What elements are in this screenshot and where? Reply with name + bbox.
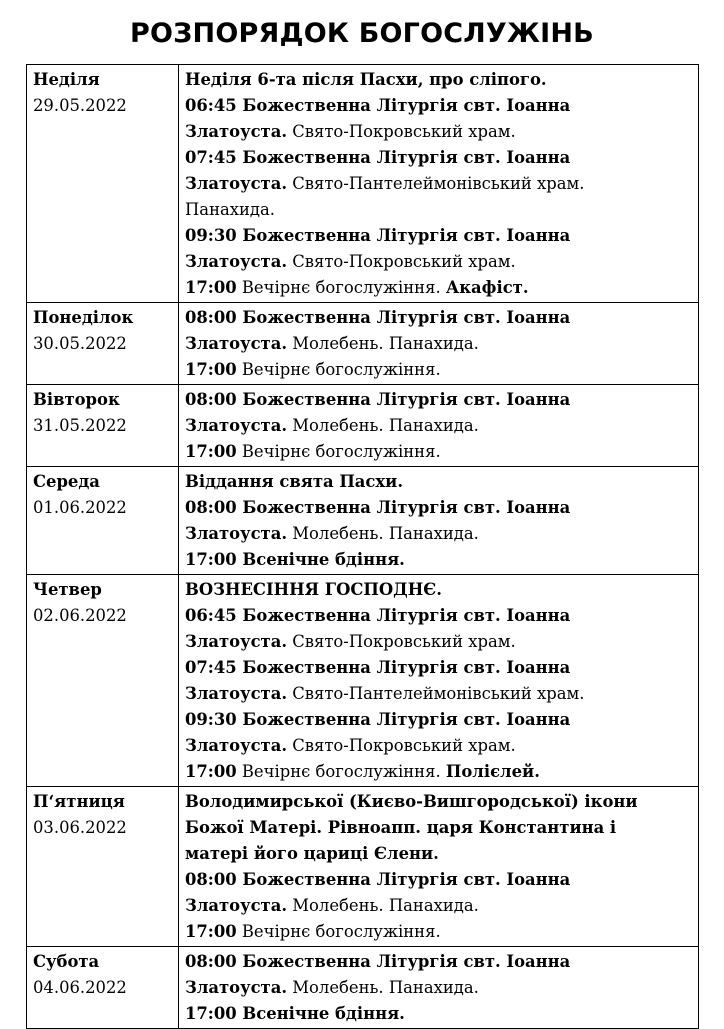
- event-text: Молебень. Панахида.: [287, 416, 479, 435]
- day-date: 04.06.2022: [33, 978, 127, 997]
- day-name: Субота: [33, 952, 100, 971]
- day-date: 01.06.2022: [33, 498, 127, 517]
- event-line: [185, 1001, 692, 1027]
- events-cell: [179, 303, 699, 385]
- event-line: [185, 249, 692, 275]
- event-line: [185, 841, 692, 867]
- event-text: Молебень. Панахида.: [287, 896, 479, 915]
- event-line: [185, 789, 692, 815]
- event-line: [185, 413, 692, 439]
- event-text: Вечірнє богослужіння.: [236, 278, 446, 297]
- event-text: Неділя 6-та після Пасхи, про сліпого.: [185, 70, 547, 89]
- event-text: матері його цариці Єлени.: [185, 844, 439, 863]
- event-text: Златоуста.: [185, 632, 288, 651]
- event-text: Акафіст.: [445, 278, 529, 297]
- event-text: 17:00: [185, 922, 237, 941]
- day-cell: [27, 787, 179, 947]
- day-name: П‘ятниця: [33, 792, 125, 811]
- table-row: [27, 385, 699, 467]
- event-line: [185, 305, 692, 331]
- event-text: Вечірнє богослужіння.: [236, 922, 441, 941]
- event-text: 08:00 Божественна Літургія свт. Іоанна: [185, 390, 571, 409]
- event-line: [185, 171, 692, 197]
- day-cell: [27, 575, 179, 787]
- day-name: Середа: [33, 472, 100, 491]
- event-line: [185, 629, 692, 655]
- event-line: [185, 603, 692, 629]
- event-text: Свято-Пантелеймонівський храм.: [287, 684, 585, 703]
- event-line: [185, 547, 692, 573]
- event-text: 17:00: [185, 762, 237, 781]
- table-row: [27, 787, 699, 947]
- events-cell: [179, 947, 699, 1029]
- day-date: 31.05.2022: [33, 416, 127, 435]
- day-cell: [27, 385, 179, 467]
- event-text: 08:00 Божественна Літургія свт. Іоанна: [185, 308, 571, 327]
- day-name: Неділя: [33, 70, 100, 89]
- event-text: Свято-Покровський храм.: [287, 122, 516, 141]
- event-text: Вечірнє богослужіння.: [236, 360, 441, 379]
- event-line: [185, 67, 692, 93]
- table-row: [27, 575, 699, 787]
- event-line: [185, 815, 692, 841]
- day-cell: [27, 303, 179, 385]
- event-text: 08:00 Божественна Літургія свт. Іоанна: [185, 870, 571, 889]
- event-text: Свято-Покровський храм.: [287, 632, 516, 651]
- event-text: Володимирської (Києво-Вишгородської) ікони: [185, 792, 638, 811]
- event-line: [185, 733, 692, 759]
- day-cell: [27, 947, 179, 1029]
- event-line: [185, 145, 692, 171]
- event-text: Вечірнє богослужіння.: [236, 442, 441, 461]
- events-cell: [179, 575, 699, 787]
- event-text: 07:45 Божественна Літургія свт. Іоанна: [185, 148, 571, 167]
- event-line: [185, 577, 692, 603]
- event-line: [185, 975, 692, 1001]
- event-text: Златоуста.: [185, 896, 288, 915]
- event-text: 17:00 Всенічне бдіння.: [185, 550, 405, 569]
- event-text: Златоуста.: [185, 684, 288, 703]
- event-text: Молебень. Панахида.: [287, 978, 479, 997]
- event-text: 06:45 Божественна Літургія свт. Іоанна: [185, 606, 571, 625]
- table-row: [27, 65, 699, 303]
- event-line: [185, 275, 692, 301]
- page-title: РОЗПОРЯДОК БОГОСЛУЖІНЬ: [130, 18, 594, 49]
- event-text: Златоуста.: [185, 174, 288, 193]
- event-line: [185, 197, 692, 223]
- events-cell: [179, 787, 699, 947]
- events-cell: [179, 467, 699, 575]
- event-text: Златоуста.: [185, 736, 288, 755]
- day-name: Вівторок: [33, 390, 120, 409]
- day-cell: [27, 467, 179, 575]
- event-line: [185, 439, 692, 465]
- day-date: 30.05.2022: [33, 334, 127, 353]
- event-text: Панахида.: [185, 200, 276, 219]
- event-line: [185, 331, 692, 357]
- event-text: 17:00 Всенічне бдіння.: [185, 1004, 405, 1023]
- event-text: ВОЗНЕСІННЯ ГОСПОДНЄ.: [185, 580, 442, 599]
- event-text: 08:00 Божественна Літургія свт. Іоанна: [185, 952, 571, 971]
- event-text: Віддання свята Пасхи.: [185, 472, 404, 491]
- event-line: [185, 495, 692, 521]
- event-text: 17:00: [185, 278, 237, 297]
- day-name: Четвер: [33, 580, 102, 599]
- event-line: [185, 93, 692, 119]
- event-text: Божої Матері. Рівноапп. царя Константина і: [185, 818, 617, 837]
- events-cell: [179, 385, 699, 467]
- table-row: [27, 947, 699, 1029]
- event-text: Златоуста.: [185, 416, 288, 435]
- event-line: [185, 759, 692, 785]
- event-text: Полієлей.: [445, 762, 540, 781]
- events-cell: [179, 65, 699, 303]
- event-line: [185, 919, 692, 945]
- table-row: [27, 467, 699, 575]
- event-line: [185, 707, 692, 733]
- schedule-table: [26, 64, 699, 1029]
- event-text: Златоуста.: [185, 252, 288, 271]
- event-text: Златоуста.: [185, 122, 288, 141]
- event-line: [185, 119, 692, 145]
- event-text: Молебень. Панахида.: [287, 524, 479, 543]
- event-line: [185, 357, 692, 383]
- event-text: Вечірнє богослужіння.: [236, 762, 446, 781]
- event-line: [185, 655, 692, 681]
- event-text: 17:00: [185, 360, 237, 379]
- event-line: [185, 387, 692, 413]
- event-text: Златоуста.: [185, 334, 288, 353]
- day-date: 03.06.2022: [33, 818, 127, 837]
- event-line: [185, 949, 692, 975]
- event-line: [185, 521, 692, 547]
- event-line: [185, 867, 692, 893]
- event-text: Златоуста.: [185, 978, 288, 997]
- event-text: 08:00 Божественна Літургія свт. Іоанна: [185, 498, 571, 517]
- schedule-body: [27, 65, 699, 1029]
- event-text: 06:45 Божественна Літургія свт. Іоанна: [185, 96, 571, 115]
- event-text: 17:00: [185, 442, 237, 461]
- day-name: Понеділок: [33, 308, 134, 327]
- event-text: Свято-Пантелеймонівський храм.: [287, 174, 585, 193]
- day-cell: [27, 65, 179, 303]
- day-date: 02.06.2022: [33, 606, 127, 625]
- event-line: [185, 893, 692, 919]
- event-text: Златоуста.: [185, 524, 288, 543]
- event-text: Молебень. Панахида.: [287, 334, 479, 353]
- event-text: 09:30 Божественна Літургія свт. Іоанна: [185, 710, 571, 729]
- day-date: 29.05.2022: [33, 96, 127, 115]
- event-line: [185, 223, 692, 249]
- table-row: [27, 303, 699, 385]
- event-text: 07:45 Божественна Літургія свт. Іоанна: [185, 658, 571, 677]
- event-line: [185, 469, 692, 495]
- event-text: Свято-Покровський храм.: [287, 736, 516, 755]
- event-text: 09:30 Божественна Літургія свт. Іоанна: [185, 226, 571, 245]
- event-text: Свято-Покровський храм.: [287, 252, 516, 271]
- event-line: [185, 681, 692, 707]
